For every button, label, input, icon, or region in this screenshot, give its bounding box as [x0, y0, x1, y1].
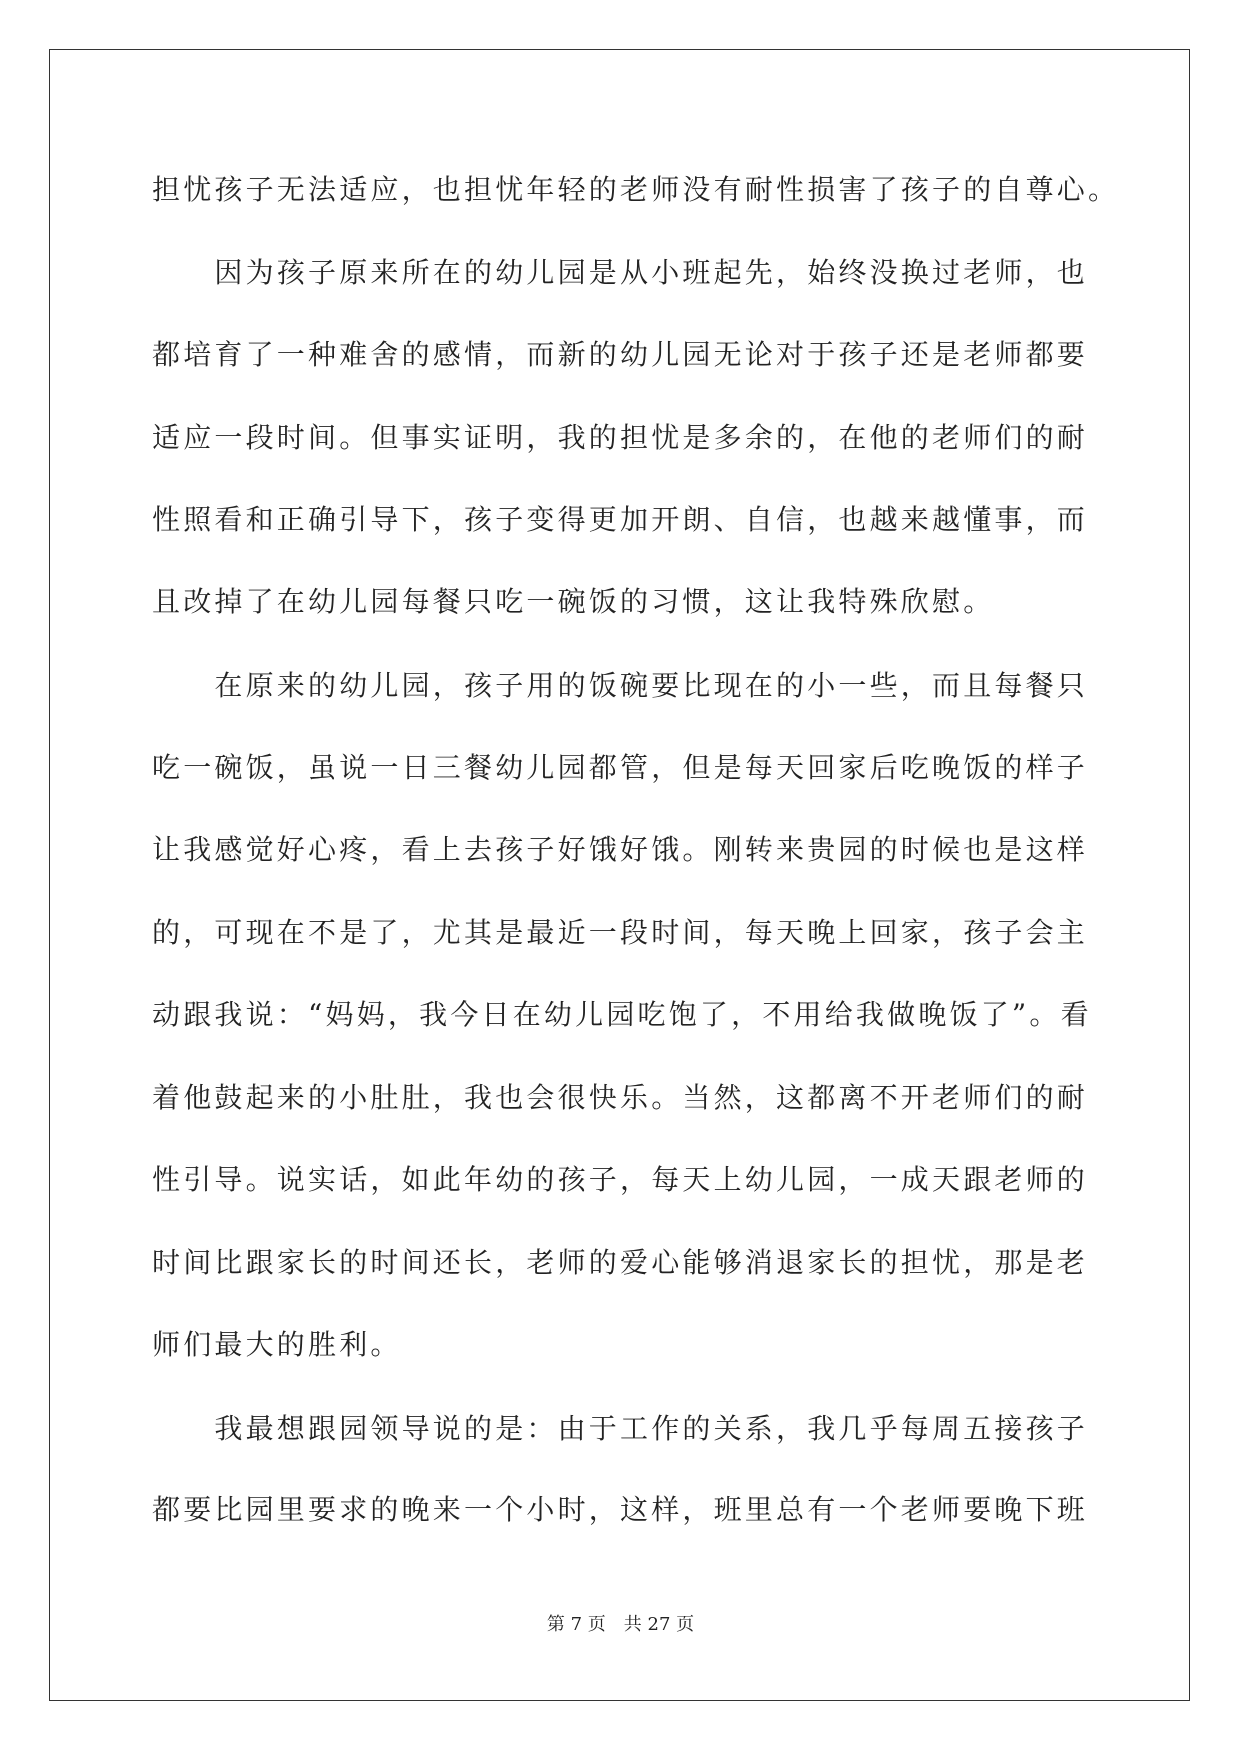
text-line: 因为孩子原来所在的幼儿园是从小班起先，始终没换过老师，也: [152, 256, 1089, 289]
text-line: 动跟我说：“妈妈，我今日在幼儿园吃饱了，不用给我做晚饭了”。看: [152, 998, 1092, 1031]
text-line: 着他鼓起来的小肚肚，我也会很快乐。当然，这都离不开老师们的耐: [152, 1081, 1089, 1114]
text-line: 时间比跟家长的时间还长，老师的爱心能够消退家长的担忧，那是老: [152, 1246, 1089, 1279]
text-line: 师们最大的胜利。: [152, 1328, 402, 1361]
page-total: 共 27 页: [623, 1614, 695, 1635]
text-line: 适应一段时间。但事实证明，我的担忧是多余的，在他的老师们的耐: [152, 421, 1089, 454]
text-line: 担忧孩子无法适应，也担忧年轻的老师没有耐性损害了孩子的自尊心。: [152, 173, 1120, 206]
text-line: 都要比园里要求的晚来一个小时，这样，班里总有一个老师要晚下班: [152, 1493, 1089, 1526]
page-number: 第 7 页: [546, 1614, 606, 1635]
text-line: 性照看和正确引导下，孩子变得更加开朗、自信，也越来越懂事，而: [152, 503, 1089, 536]
page-border: [49, 49, 1190, 1701]
text-line: 吃一碗饭，虽说一日三餐幼儿园都管，但是每天回家后吃晚饭的样子: [152, 751, 1089, 784]
text-line: 让我感觉好心疼，看上去孩子好饿好饿。刚转来贵园的时候也是这样: [152, 833, 1089, 866]
text-line: 我最想跟园领导说的是：由于工作的关系，我几乎每周五接孩子: [152, 1412, 1089, 1445]
text-line: 且改掉了在幼儿园每餐只吃一碗饭的习惯，这让我特殊欣慰。: [152, 585, 995, 618]
text-line: 在原来的幼儿园，孩子用的饭碗要比现在的小一些，而且每餐只: [152, 669, 1089, 702]
text-line: 性引导。说实话，如此年幼的孩子，每天上幼儿园，一成天跟老师的: [152, 1163, 1089, 1196]
text-line: 的，可现在不是了，尤其是最近一段时间，每天晚上回家，孩子会主: [152, 916, 1089, 949]
text-line: 都培育了一种难舍的感情，而新的幼儿园无论对于孩子还是老师都要: [152, 338, 1089, 371]
page-footer: [0, 1610, 1241, 1636]
